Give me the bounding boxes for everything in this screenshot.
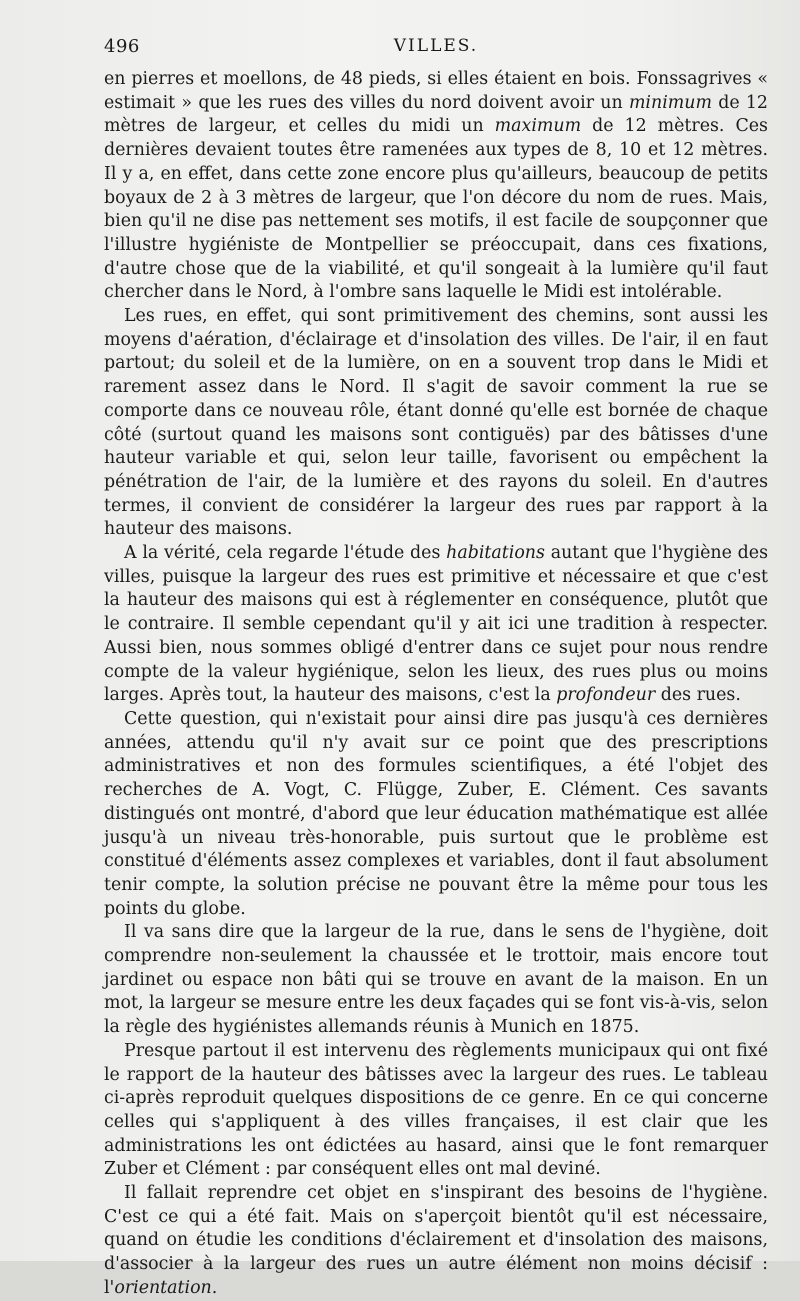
running-title: VILLES. [393,36,479,56]
paragraph: Il fallait reprendre cet objet en s'inspirant des besoins de l'hygiène. C'est ce qui a été fait. Mais on s'aperçoit bientôt qu'il est nécessaire, quand on étudie les conditions d'éclairement et d'insolation des maisons, d'associer à la largeur des rues un autre élément non moins décisif : l'orientation. [104,1183,768,1298]
paragraph: Les rues, en effet, qui sont primitivement des chemins, sont aussi les moyens d'aération, d'éclairage et d'insolation des villes. De l'air, il en faut partout; du soleil et de la lumière, on en a souvent trop dans le Midi et rarement assez dans le Nord. Il s'agit de savoir comment la rue se comporte dans ce nouveau rôle, étant donné qu'elle est bornée de chaque côté (surtout quand les maisons sont contiguës) par des bâtisses d'une hauteur variable et qui, selon leur taille, favorisent ou empêchent la pénétration de l'air, de la lumière et des rayons du soleil. En d'autres termes, il convient de considérer la largeur des rues par rapport à la hauteur des maisons. [104,306,768,540]
paragraph: Presque partout il est intervenu des règlements municipaux qui ont fixé le rapport de la hauteur des bâtisses avec la largeur des rues. Le tableau ci-après reproduit quelques dispositions de ce genre. En ce qui concerne celles qui s'appliquent à des villes françaises, il est clair que les administrations les ont édictées au hasard, ainsi que le font remarquer Zuber et Clément : par conséquent elles ont mal deviné. [104,1040,768,1180]
page-number: 496 [104,36,140,57]
page-header [104,36,768,60]
body-text [104,68,768,1301]
paragraph: en pierres et moellons, de 48 pieds, si elles étaient en bois. Fonssagrives « estimait » que les rues des villes du nord doivent avoir un minimum de 12 mètres de largeur, et celles du midi un maximum de 12 mètres. Ces dernières devaient toutes être ramenées aux types de 8, 10 et 12 mètres. Il y a, en effet, dans cette zone encore plus qu'ailleurs, beaucoup de petits boyaux de 2 à 3 mètres de largeur, que l'on décore du nom de rues. Mais, bien qu'il ne dise pas nettement ses motifs, il est facile de soupçonner que l'illustre hygiéniste de Montpellier se préoccupait, dans ces fixations, d'autre chose que de la viabilité, et qu'il songeait à la lumière qu'il faut chercher dans le Nord, à l'ombre sans laquelle le Midi est intolérable. [104,69,768,303]
paragraph: Il va sans dire que la largeur de la rue, dans le sens de l'hygiène, doit comprendre non-seulement la chaussée et le trottoir, mais encore tout jardinet ou espace non bâti qui se trouve en avant de la maison. En un mot, la largeur se mesure entre les deux façades qui se font vis-à-vis, selon la règle des hygiénistes allemands réunis à Munich en 1875. [104,922,768,1038]
paragraph: A la vérité, cela regarde l'étude des habitations autant que l'hygiène des villes, puisque la largeur des rues est primitive et nécessaire et que c'est la hauteur des maisons qui est à réglementer en conséquence, plutôt que le contraire. Il semble cependant qu'il y ait ici une tradition à respecter. Aussi bien, nous sommes obligé d'entrer dans ce sujet pour nous rendre compte de la valeur hygiénique, selon les lieux, des rues plus ou moins larges. Après tout, la hauteur des maisons, c'est la profondeur des rues. [104,543,768,706]
paragraph: Cette question, qui n'existait pour ainsi dire pas jusqu'à ces dernières années, attendu qu'il n'y avait sur ce point que des prescriptions administratives et non des formules scientifiques, a été l'objet des recherches de A. Vogt, C. Flügge, Zuber, E. Clément. Ces savants distingués ont montré, d'abord que leur éducation mathématique est allée jusqu'à un niveau très-honorable, puis surtout que le problème est constitué d'éléments assez complexes et variables, dont il faut absolument tenir compte, la solution précise ne pouvant être la même pour tous les points du globe. [104,708,768,919]
